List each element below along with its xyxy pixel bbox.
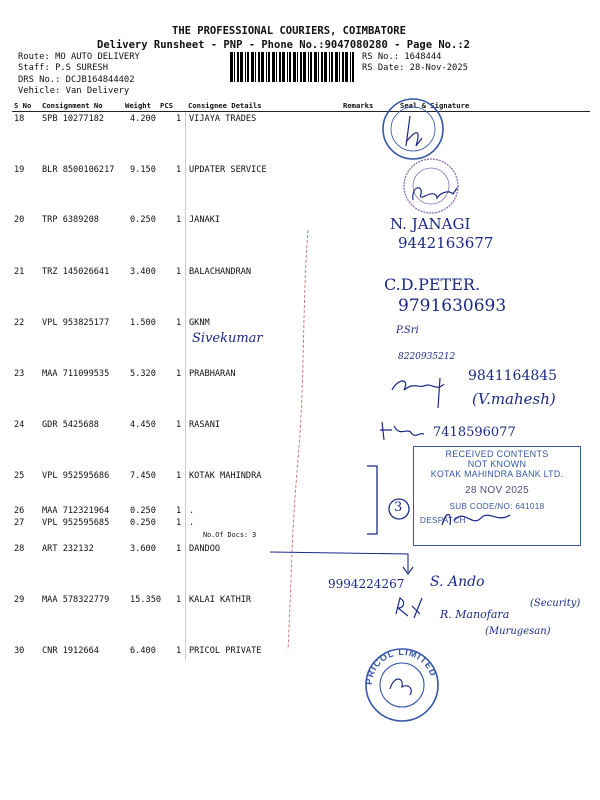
signature-row29 — [392, 594, 434, 620]
col-weight: Weight — [125, 101, 151, 110]
handwritten-security: (Security) — [530, 598, 581, 609]
row-pcs: 1 — [176, 165, 182, 175]
row-weight: 15.350 — [130, 595, 162, 605]
row-sno: 29 — [14, 595, 25, 605]
stamp-date: 28 NOV 2025 — [465, 485, 529, 496]
handwritten-sando: S. Ando — [430, 574, 485, 590]
barcode-bar — [272, 52, 275, 82]
barcode-bar — [247, 52, 249, 82]
row-consignment: TRP 6389208 — [42, 215, 99, 225]
barcode-bar — [258, 52, 260, 82]
signature-row24 — [378, 418, 428, 444]
signature-row19 — [405, 180, 475, 210]
handwritten-phone-21: 9791630693 — [398, 296, 507, 316]
handwritten-phone-22: 8220935212 — [398, 352, 456, 362]
row-consignment: VPL 953825177 — [42, 318, 110, 328]
row-consignment: VPL 952595685 — [42, 518, 110, 528]
row-consignment: MAA 578322779 — [42, 595, 110, 605]
row-pcs: 1 — [176, 267, 182, 277]
row-weight: 3.400 — [130, 267, 156, 277]
row-sno: 21 — [14, 267, 25, 277]
row-pcs: 1 — [176, 318, 182, 328]
row-consignment: MAA 712321964 — [42, 506, 110, 516]
barcode-bar — [314, 52, 317, 82]
row-pcs: 1 — [176, 369, 182, 379]
barcode-bar — [282, 52, 285, 82]
row-consignee: BALACHANDRAN — [189, 267, 252, 277]
barcode-bar — [234, 52, 235, 82]
row-sno: 26 — [14, 506, 25, 516]
row-weight: 1.500 — [130, 318, 156, 328]
col-sno: S No — [14, 101, 32, 110]
col-seal-signature: Seal & Signature — [400, 101, 470, 110]
row-pcs: 1 — [176, 215, 182, 225]
stamp-despatch: DESPATCH — [420, 516, 466, 525]
barcode-bar — [261, 52, 264, 82]
row-weight: 0.250 — [130, 506, 156, 516]
barcode-bar — [230, 52, 233, 82]
header-divider — [12, 111, 590, 112]
row-sno: 28 — [14, 544, 25, 554]
row-consignee: . — [189, 506, 195, 516]
row-pcs: 1 — [176, 420, 182, 430]
barcode-bar — [255, 52, 256, 82]
barcode-bar — [279, 52, 281, 82]
handwritten-cd-peter: C.D.PETER. — [384, 275, 481, 294]
handwritten-phone-20: 9442163677 — [398, 234, 494, 252]
vehicle-label: Vehicle: Van Delivery — [18, 86, 130, 96]
stamp-line-received: RECEIVED CONTENTS — [445, 449, 549, 459]
row-consignee: GKNM — [189, 318, 210, 328]
barcode-bar — [321, 52, 323, 82]
handwritten-phone-24: 7418596077 — [433, 425, 516, 440]
row-weight: 5.320 — [130, 369, 156, 379]
stamp-line-notknown: NOT KNOWN — [467, 459, 527, 469]
barcode-bar — [251, 52, 254, 82]
row-consignment: CNR 1912664 — [42, 646, 99, 656]
route-label: Route: MO AUTO DELIVERY — [18, 52, 140, 62]
barcode-bar — [331, 52, 333, 82]
row-consignment: MAA 711099535 — [42, 369, 110, 379]
barcode-bar — [268, 52, 270, 82]
row-consignment: GDR 5425688 — [42, 420, 99, 430]
row-sno: 24 — [14, 420, 25, 430]
barcode-bar — [289, 52, 291, 82]
barcode-bar — [287, 52, 288, 82]
row-sno: 25 — [14, 471, 25, 481]
row-weight: 0.250 — [130, 518, 156, 528]
barcode-bar — [350, 52, 351, 82]
row-consignee: DANDOO — [189, 544, 221, 554]
row-pcs: 1 — [176, 506, 182, 516]
barcode-bar — [342, 52, 344, 82]
col-consignment: Consignment No — [42, 101, 103, 110]
row-consignee: KALAI KATHIR — [189, 595, 252, 605]
barcode-bar — [352, 52, 354, 82]
col-pcs: PCS — [160, 101, 173, 110]
signature-row18 — [392, 112, 432, 152]
row-pcs: 1 — [176, 471, 182, 481]
handwritten-manofara: R. Manofara — [440, 608, 510, 621]
row-weight: 0.250 — [130, 215, 156, 225]
rs-date: RS Date: 28-Nov-2025 — [362, 63, 468, 73]
stamp-subcode: SUB CODE/NO: 641018 — [449, 502, 545, 511]
handwritten-vmahesh: (V.mahesh) — [472, 390, 556, 408]
barcode — [230, 52, 358, 82]
handwritten-janagi: N. JANAGI — [390, 215, 471, 233]
row-weight: 9.150 — [130, 165, 156, 175]
row-pcs: 1 — [176, 518, 182, 528]
red-ink-line — [280, 230, 320, 650]
handwritten-psri: P.Sri — [396, 325, 419, 336]
handwritten-phone-28: 9994224267 — [328, 577, 405, 591]
handwritten-murugesan: (Murugesan) — [485, 626, 551, 637]
stamp-line-bank: KOTAK MAHINDRA BANK LTD. — [430, 469, 564, 479]
barcode-bar — [300, 52, 302, 82]
bracket-mark — [355, 462, 415, 542]
barcode-bar — [318, 52, 319, 82]
barcode-bar — [276, 52, 277, 82]
col-consignee: Consignee Details — [188, 101, 262, 110]
svg-text:PRICOL LIMITED — [364, 647, 439, 685]
row-weight: 4.200 — [130, 114, 156, 124]
column-divider — [185, 112, 186, 660]
row-consignment: TRZ 145026641 — [42, 267, 110, 277]
row-sno: 19 — [14, 165, 25, 175]
barcode-bar — [245, 52, 246, 82]
row-sno: 23 — [14, 369, 25, 379]
row-consignee: KOTAK MAHINDRA — [189, 471, 262, 481]
runsheet-subtitle: Delivery Runsheet - PNP - Phone No.:9047080280 - Page No.:2 — [97, 39, 470, 51]
row-consignee: JANAKI — [189, 215, 221, 225]
row-consignment: SPB 10277182 — [42, 114, 105, 124]
barcode-bar — [335, 52, 338, 82]
signature-row23 — [388, 372, 468, 412]
row-weight: 6.400 — [130, 646, 156, 656]
row-pcs: 1 — [176, 544, 182, 554]
row-consignee: PRICOL PRIVATE — [189, 646, 262, 656]
row-sno: 18 — [14, 114, 25, 124]
signature-kotak — [438, 505, 518, 535]
row-consignee: . — [189, 518, 195, 528]
barcode-bar — [324, 52, 327, 82]
row-weight: 7.450 — [130, 471, 156, 481]
pricol-stamp-text: PRICOL LIMITED — [363, 646, 439, 686]
row-pcs: 1 — [176, 595, 182, 605]
pricol-round-stamp — [362, 645, 442, 725]
row-sno: 20 — [14, 215, 25, 225]
row-weight: 3.600 — [130, 544, 156, 554]
docs-count: No.Of Docs: 3 — [203, 531, 257, 539]
barcode-bar — [303, 52, 306, 82]
row-sno: 27 — [14, 518, 25, 528]
staff-label: Staff: P.S SURESH — [18, 63, 109, 73]
barcode-bar — [266, 52, 267, 82]
row-pcs: 1 — [176, 646, 182, 656]
arrow-line — [268, 540, 428, 580]
row-consignment: VPL 952595686 — [42, 471, 110, 481]
row-weight: 4.450 — [130, 420, 156, 430]
barcode-bar — [329, 52, 330, 82]
barcode-bar — [293, 52, 296, 82]
handwritten-sivekumar: Sivekumar — [192, 331, 263, 346]
barcode-bar — [237, 52, 239, 82]
row-consignee: VIJAYA TRADES — [189, 114, 257, 124]
row-sno: 22 — [14, 318, 25, 328]
company-title: THE PROFESSIONAL COURIERS, COIMBATORE — [172, 25, 406, 37]
drs-label: DRS No.: DCJB164844402 — [18, 75, 135, 85]
barcode-bar — [345, 52, 348, 82]
row-consignee: PRABHARAN — [189, 369, 236, 379]
row-pcs: 1 — [176, 114, 182, 124]
row-consignment: BLR 8500106217 — [42, 165, 115, 175]
barcode-bar — [240, 52, 243, 82]
handwritten-three: 3 — [394, 500, 403, 515]
handwritten-phone-23: 9841164845 — [468, 368, 558, 384]
row-consignee: RASANI — [189, 420, 221, 430]
row-consignment: ART 232132 — [42, 544, 94, 554]
row-consignee: UPDATER SERVICE — [189, 165, 267, 175]
col-remarks: Remarks — [343, 101, 374, 110]
barcode-bar — [297, 52, 298, 82]
row-sno: 30 — [14, 646, 25, 656]
rs-number: RS No.: 1648444 — [362, 52, 442, 62]
barcode-bar — [339, 52, 340, 82]
barcode-bar — [308, 52, 309, 82]
barcode-bar — [310, 52, 312, 82]
